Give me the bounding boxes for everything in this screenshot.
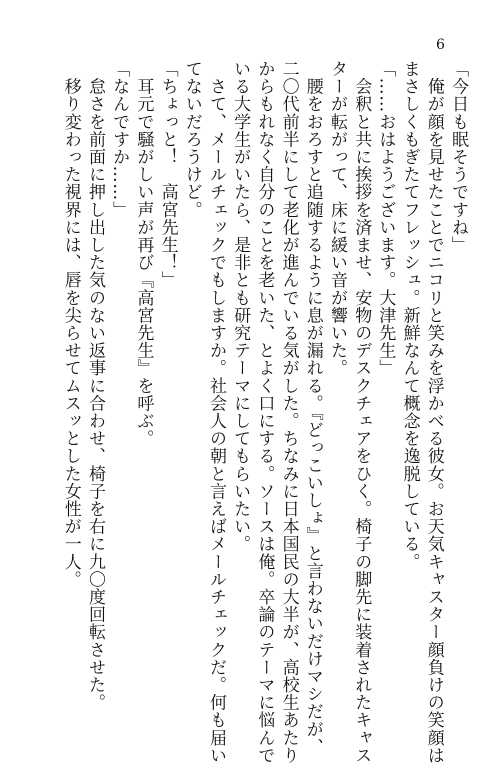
text-line: 俺が顔を見せたことでニコリと笑みを浮かべる彼女。お天気キャスター顔負けの笑顔は xyxy=(423,60,444,764)
text-line: 耳元で騒がしい声が再び『高宮先生』を呼ぶ。 xyxy=(133,60,154,448)
text-line: 「今日も眠そうですね」 xyxy=(448,60,468,254)
text-line: 二〇代前半にして老化が進んでいる気がした。ちなみに日本国民の大半が、高校生あたり xyxy=(278,60,299,764)
novel-text-block xyxy=(60,60,470,764)
text-line: 「……おはようございます。大津先生」 xyxy=(375,60,396,377)
text-line: てないだろうけど。 xyxy=(181,60,202,219)
text-line: 移り変わった視界には、唇を尖らせてムスッとした女性が一人。 xyxy=(60,60,81,588)
text-line: ターが転がって、床に緩い音が響いた。 xyxy=(326,60,347,377)
text-line: 「ちょっと！ 高宮先生！」 xyxy=(157,60,178,289)
text-line: まさしくもぎたてフレッシュ。新鮮なんて概念を逸脱している。 xyxy=(399,60,420,571)
page-number: 6 xyxy=(436,37,445,53)
text-line: 怠さを前面に押し出した気のない返事に合わせ、椅子を右に九〇度回転させた。 xyxy=(84,60,105,712)
text-line: 腰をおろすと追随するように息が漏れる。『どっこいしょ』と言わないだけマシだが、 xyxy=(302,60,323,756)
text-line: からもれなく自分のことを老いた、とよく口にする。ソースは俺。卒論のテーマに悩んで xyxy=(254,60,275,764)
text-line: さて、メールチェックでもしますか。社会人の朝と言えばメールチェックだ。何も届い xyxy=(205,60,226,764)
text-line: 会釈と共に挨拶を済ませ、安物のデスクチェアをひく。椅子の脚先に装着されたキャス xyxy=(351,60,372,764)
text-line: 「なんですか……」 xyxy=(109,60,130,219)
text-line: いる大学生がいたら、是非とも研究テーマにしてもらいたい。 xyxy=(230,60,251,553)
